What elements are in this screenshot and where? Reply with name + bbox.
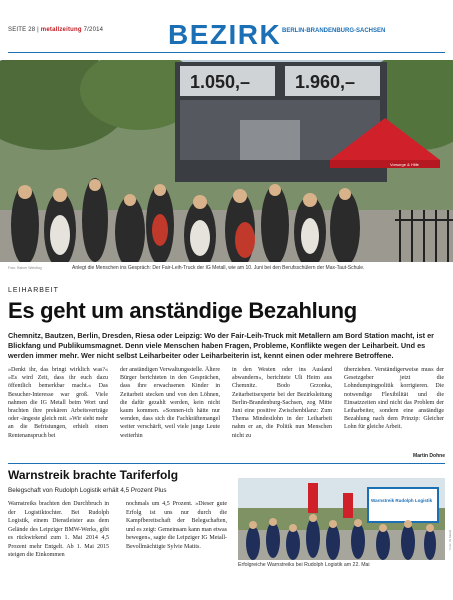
- article2-column: nochmals um 4,5 Prozent. »Dieser gute Erfolg ist uns nur durch die Kampfbereitschaft der Belegschaften, und es zeigt: Gemeinsam kann man etwas bewegen«, sagte die Leipziger IG Metall-Bevollmächtigte Sylvie Matits.: [126, 501, 227, 550]
- article-column: »Denkt ihr, das bringt wirklich was?« »Es wird Zeit, dass ihr euch dazu öffentlich bemerkbar macht.« Das Besucher-Interesse war groß. Viele nahmen die IG Metall beim Wort und brachten ihre prekären Arbeitsverträge oder -ängeste gleich mit. »Wir sieht mehr an die Befristungen, erhielt einen Rentenanspruch bei: [8, 367, 108, 439]
- article-column: überziehen. Verständigerweise muss der Gesetzgeber jetzt die Lohndumpingpolitik korrigieren. Die notwendige Flexibilität und die Einsatzzeiten sind nicht das Problem der Leiharbeiter, sondern eine anständige Bezahlung nach dem Prinzip: Gleicher Lohn für gleiche Arbeit.: [344, 367, 444, 431]
- section-divider: [8, 463, 445, 464]
- article2-subheadline: Belegschaft von Rudolph Logistik erhält 4,5 Prozent Plus: [8, 487, 167, 494]
- section-title: BEZIRK: [168, 19, 282, 50]
- page-header: [0, 0, 453, 56]
- article2-photo-credit: Foto: IG Metall: [448, 530, 452, 550]
- article-body: [8, 366, 445, 461]
- page-info: SEITE 28 | metallzeitung 7/2014: [8, 27, 104, 33]
- banner-text: Warnstreik Rudolph Logistik: [371, 498, 433, 503]
- page-number: SEITE 28: [8, 27, 36, 33]
- photo-caption: Anlegt die Menschen ins Gespräch: Der Fair-Leih-Truck der IG Metall, wie am 10. Juni bei den Berufsschülern der Max-Taut-Schule.: [72, 265, 365, 271]
- article2-column: Warnstreiks brachten den Durchbruch in der Logistiktochter. Bei Rudolph Logistik, einem Dienstleister aus dem Gelände des Leipziger BMW-Werks, gibt es rückwirkend zum 1. Mai 2014 4,5 Prozent mehr Entgelt. Ab 1. Mai 2015 steigen die Einkommen: [8, 501, 109, 558]
- truck-sign-left: 1.050,–: [190, 72, 251, 92]
- kicker: LEIHARBEIT: [8, 287, 59, 294]
- main-photo: [0, 60, 453, 262]
- header-rule: [8, 52, 445, 53]
- publication-brand: metallzeitung: [40, 27, 82, 33]
- article-column: der anständigen Verwaltungsstelle. Ältere Bürger berichteten in den Gesprächen, dass ihre erwachsenen Kinder in Zeitarbeit stecken und von den Löhnen, die dafür gezahlt werden, kein nicht kaum kommen. »Sonnen-ich hätte nur wenden, dass sich die Fachkräftemangel weiter verschärft, weil viele junge Leute weiterhin: [120, 367, 220, 439]
- truck-sign-right: 1.960,–: [295, 72, 356, 92]
- tent-text: Vorsorge & Hilfe: [390, 162, 419, 167]
- photo-credit: Foto: Rainer Weisflog: [8, 266, 42, 270]
- issue-number: 7/2014: [83, 27, 104, 33]
- section-region: BERLIN-BRANDENBURG-SACHSEN: [282, 28, 386, 34]
- article2-photo: [238, 478, 445, 560]
- article2-headline: Warnstreik brachte Tariferfolg: [8, 468, 179, 482]
- lead-paragraph: Chemnitz, Bautzen, Berlin, Dresden, Riesa oder Leipzig: Wo der Fair-Leih-Truck mit Metallern am Bord Station macht, ist er Blickfang und Publikumsmagnet. Denn viele Menschen haben Fragen, Probleme, Konflikte wegen der Leiharbeit. Und es werden immer mehr. Wer nicht selbst Leiharbeiter oder Leiharbeiterin ist, kennt einen oder mehrere Betroffene.: [8, 331, 434, 360]
- article-column: in den Westen oder ins Ausland abwandern«, berichtete Uli Heim aus Chemnitz. Bodo Grzonka, Zeitarbeitsexperte bei der Bezirksleitung Berlin-Brandenburg-Sachsen, zog Mitte Juni eine positive Zwischenbilanz: Zum Thema Mindestlohn in der Leiharbeit nahm er an, die Politik nun Menschen nicht zu: [232, 367, 332, 439]
- headline: Es geht um anständige Bezahlung: [8, 298, 357, 323]
- article2-photo-caption: Erfolgreiche Warnstreiks bei Rudolph Logistik am 22. Mai: [238, 562, 370, 568]
- author-byline: Martin Dohne: [413, 453, 445, 459]
